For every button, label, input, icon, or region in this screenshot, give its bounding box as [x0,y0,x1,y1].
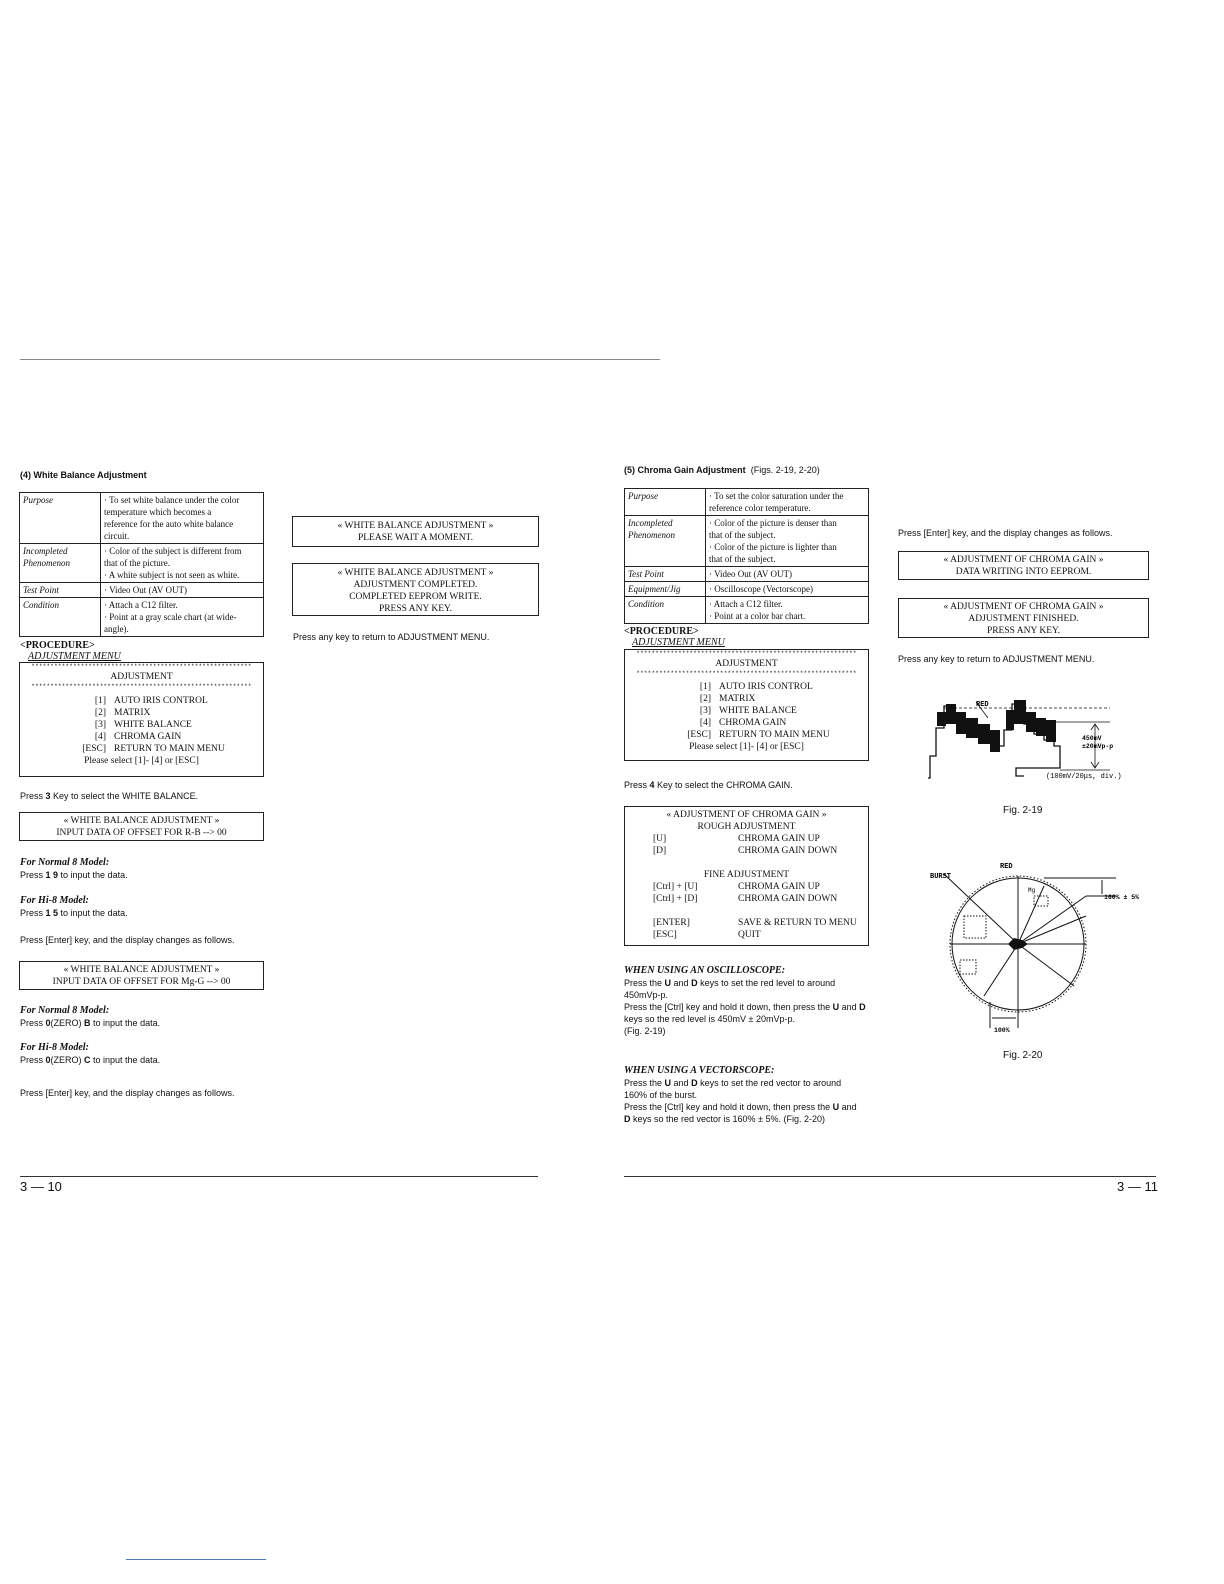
table-key-cell: Condition [625,597,706,624]
menu-item-label: CHROMA GAIN DOWN [738,846,838,856]
fig20-red-label: RED [1000,863,1013,871]
menu-item [625,917,868,929]
chroma-gain-box [624,806,869,946]
table-row [20,598,264,637]
left-enter-text-2: Press [Enter] key, and the display changes as follows. [20,1088,235,1098]
fig-2-20-vectorscope [924,856,1154,1036]
fig-2-20-caption: Fig. 2-20 [1003,1050,1043,1061]
menu-stars: ********************************************************** [636,650,857,657]
fig19-red-label: RED [976,701,989,709]
fig20-160-label: 160% ± 5% [1104,894,1140,901]
fig20-100-label: 100% [994,1027,1010,1034]
table-row [625,582,869,597]
table-row [20,493,264,544]
vec-instructions: Press the U and D keys to set the red vector to around 160% of the burst. Press the [Ctrl] key and hold it down, then press the U and D keys so the red vector is 160% ± 5%. (Fig. 2-20) [624,1078,857,1124]
menu-title: ADJUSTMENT [110,672,173,682]
menu-item-key: [Ctrl] + [D] [653,894,698,904]
menu-item-key: [D] [653,846,667,856]
menu-item-key: [ENTER] [653,918,690,928]
right-footer-rule [624,1176,1156,1177]
table-value-cell: · Oscilloscope (Vectorscope) [706,582,869,597]
vec-title: WHEN USING A VECTORSCOPE: [624,1065,775,1076]
left-normal8-text-2: Press 0(ZERO) B to input the data. [20,1018,161,1028]
menu-item-label: CHROMA GAIN [719,718,787,728]
table-key-cell: Test Point [20,583,101,598]
menu-stars: ********************************************************** [31,663,252,670]
left-section-title: (4) White Balance Adjustment [20,470,147,480]
table-value-cell: · Attach a C12 filter. · Point at a color bar chart. [706,597,869,624]
menu-item-label: WHITE BALANCE [719,706,797,716]
menu-item-key: [Ctrl] + [U] [653,882,698,892]
menu-footer: Please select [1]- [4] or [ESC] [84,756,199,766]
menu-item [20,719,263,731]
table-value-cell: · Video Out (AV OUT) [101,583,264,598]
table-row [625,597,869,624]
fig19-tolerance-label: ±20mVp-p [1082,743,1114,750]
right-return-text: Press any key to return to ADJUSTMENT MENU. [898,654,1095,664]
left-offset-mgg-box: « WHITE BALANCE ADJUSTMENT » INPUT DATA OF OFFSET FOR Mg-G --> 00 [19,961,264,990]
right-section-title: (5) Chroma Gain Adjustment (Figs. 2-19, 2-20) [624,465,820,475]
osc-title: WHEN USING AN OSCILLOSCOPE: [624,965,786,976]
table-key-cell: Incompleted Phenomenon [625,516,706,567]
menu-item [625,705,868,717]
left-press3: Press 3 Key to select the WHITE BALANCE. [20,791,199,801]
menu-item [20,743,263,755]
menu-item-key: [ESC] [653,930,677,940]
menu-item-label: MATRIX [719,694,756,704]
menu-item-label: WHITE BALANCE [114,720,192,730]
menu-item-key: [U] [653,834,667,844]
menu-item-label: CHROMA GAIN DOWN [738,894,838,904]
wb-wait-box: « WHITE BALANCE ADJUSTMENT » PLEASE WAIT A MOMENT. [292,516,539,547]
fig19-scale-label: (100mV/20μs, div.) [1046,773,1122,781]
menu-item [625,717,868,729]
table-value-cell: · Video Out (AV OUT) [706,567,869,582]
table-key-cell: Purpose [20,493,101,544]
menu-item-key: [3] [94,720,106,730]
table-row [625,489,869,516]
menu-item-key: [2] [94,708,106,718]
chroma-writing-box: « ADJUSTMENT OF CHROMA GAIN » DATA WRITING INTO EEPROM. [898,551,1149,580]
osc-instructions: Press the U and D keys to set the red level to around 450mVp-p. Press the [Ctrl] key and hold it down, then press the U and D keys so the red level is 450mV ± 20mVp-p. (Fig. 2-19) [624,978,866,1036]
menu-item-label: CHROMA GAIN UP [738,882,820,892]
menu-item-key: [4] [94,732,106,742]
menu-item-label: RETURN TO MAIN MENU [114,744,225,754]
fig19-450mv-label: 450mV [1082,735,1102,742]
menu-item-label: MATRIX [114,708,151,718]
table-row [20,583,264,598]
menu-item-key: [1] [699,682,711,692]
menu-item [20,695,263,707]
table-key-cell: Test Point [625,567,706,582]
left-menu-label: ADJUSTMENT MENU [28,651,121,662]
table-value-cell: · Color of the picture is denser than that of the subject. · Color of the picture is lighter than that of the subject. [706,516,869,567]
menu-item [625,929,868,941]
table-key-cell: Equipment/Jig [625,582,706,597]
table-key-cell: Purpose [625,489,706,516]
left-offset-rb-box: « WHITE BALANCE ADJUSTMENT » INPUT DATA OF OFFSET FOR R-B --> 00 [19,812,264,841]
menu-item-key: [3] [699,706,711,716]
chroma-fine-label: FINE ADJUSTMENT [703,870,790,880]
right-info-table [624,488,869,624]
fig20-burst-label: BURST [930,873,952,881]
menu-item [625,881,868,893]
menu-item-label: AUTO IRIS CONTROL [114,696,208,706]
left-enter-text-1: Press [Enter] key, and the display changes as follows. [20,935,235,945]
menu-item-label: QUIT [738,930,761,940]
table-key-cell: Condition [20,598,101,637]
left-info-table [19,492,264,637]
chroma-rough-label: ROUGH ADJUSTMENT [697,822,796,832]
menu-item [625,681,868,693]
menu-item-key: [2] [699,694,711,704]
right-page-number: 3 — 11 [1117,1179,1158,1194]
chroma-box-title: « ADJUSTMENT OF CHROMA GAIN » [666,810,827,820]
left-page-number: 3 — 10 [20,1179,62,1194]
menu-item-key: [4] [699,718,711,728]
menu-item-key: [1] [94,696,106,706]
right-enter-text: Press [Enter] key, and the display changes as follows. [898,528,1113,538]
wb-completed-box: « WHITE BALANCE ADJUSTMENT » ADJUSTMENT COMPLETED. COMPLETED EEPROM WRITE. PRESS ANY KEY. [292,563,539,616]
menu-item-label: CHROMA GAIN [114,732,182,742]
menu-footer: Please select [1]- [4] or [ESC] [689,742,804,752]
fig-2-19-waveform [920,690,1130,790]
menu-item-label: CHROMA GAIN UP [738,834,820,844]
menu-stars: ********************************************************** [31,683,252,690]
left-hi8-title-1: For Hi-8 Model: [20,895,89,906]
left-normal8-text-1: Press 1 9 to input the data. [20,870,128,880]
bottom-rule [126,1559,266,1560]
table-value-cell: · To set white balance under the color temperature which becomes a reference for the auto white balance circuit. [101,493,264,544]
right-press4: Press 4 Key to select the CHROMA GAIN. [624,780,793,790]
menu-stars: ********************************************************** [636,670,857,677]
menu-item-label: SAVE & RETURN TO MENU [738,918,857,928]
menu-item-label: AUTO IRIS CONTROL [719,682,813,692]
menu-item [20,731,263,743]
left-adjustment-menu [19,662,264,777]
left-footer-rule [20,1176,538,1177]
left-hi8-text-2: Press 0(ZERO) C to input the data. [20,1055,161,1065]
right-menu-label: ADJUSTMENT MENU [632,637,725,648]
right-adjustment-menu [624,649,869,761]
menu-item [625,729,868,741]
left-return-text: Press any key to return to ADJUSTMENT MENU. [293,632,490,642]
table-row [20,544,264,583]
table-value-cell: · To set the color saturation under the reference color temperature. [706,489,869,516]
menu-title: ADJUSTMENT [715,659,778,669]
right-procedure-label: <PROCEDURE> [624,626,699,637]
menu-item [625,833,868,845]
menu-item [20,707,263,719]
menu-item-key: [ESC] [687,730,711,740]
menu-item [625,845,868,857]
left-hi8-title-2: For Hi-8 Model: [20,1042,89,1053]
table-row [625,567,869,582]
menu-item [625,893,868,905]
chroma-finished-box: « ADJUSTMENT OF CHROMA GAIN » ADJUSTMENT FINISHED. PRESS ANY KEY. [898,598,1149,638]
fig20-mg-label: Mg [1028,887,1036,894]
menu-item-label: RETURN TO MAIN MENU [719,730,830,740]
left-normal8-title-2: For Normal 8 Model: [20,1005,110,1016]
menu-item-key: [ESC] [82,744,106,754]
table-key-cell: Incompleted Phenomenon [20,544,101,583]
menu-item [625,693,868,705]
table-row [625,516,869,567]
left-normal8-title-1: For Normal 8 Model: [20,857,110,868]
table-value-cell: · Color of the subject is different from that of the picture. · A white subject is not seen as white. [101,544,264,583]
table-value-cell: · Attach a C12 filter. · Point at a gray scale chart (at wide- angle). [101,598,264,637]
top-rule [20,359,660,360]
fig-2-19-caption: Fig. 2-19 [1003,805,1043,816]
left-procedure-label: <PROCEDURE> [20,640,95,651]
left-hi8-text-1: Press 1 5 to input the data. [20,908,128,918]
